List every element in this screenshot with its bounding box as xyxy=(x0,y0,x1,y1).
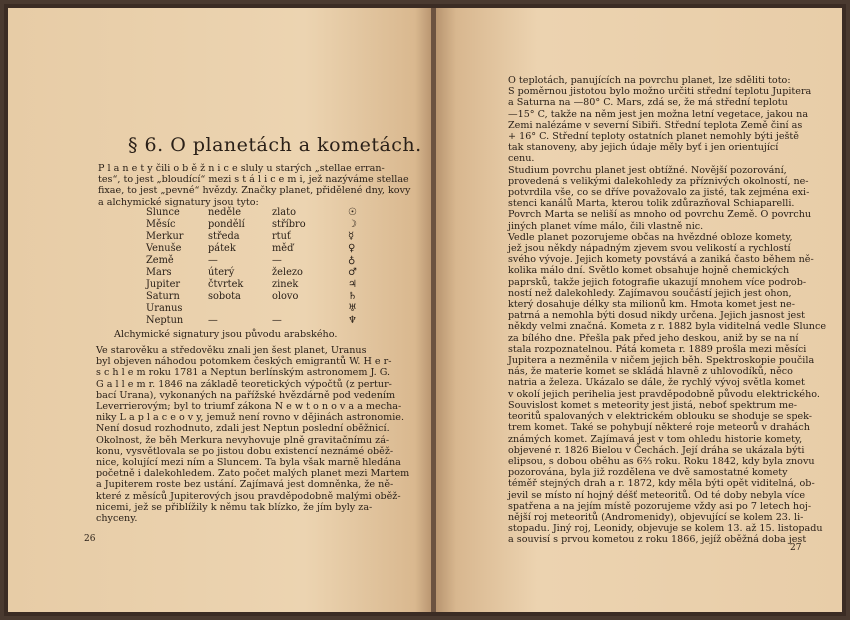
intro-paragraph xyxy=(98,163,411,208)
planet-metal: železo xyxy=(272,267,303,278)
neptune-symbol-icon: ♆ xyxy=(348,315,357,326)
body-line: G a l l e m r. 1846 na základě teoretických výpočtů (z pertur- xyxy=(96,378,392,390)
signature-row xyxy=(146,267,376,279)
earth-symbol-icon: ♁ xyxy=(348,255,356,266)
body-line: kolika málo dní. Světlo komet obsahuje hojně chemických xyxy=(508,265,790,277)
body-line: nice, kolující mezi ním a Sluncem. Ta byla však marně hledána xyxy=(96,457,401,469)
body-line: byl objeven náhodou potomkem českých emigrantů W. H e r- xyxy=(96,356,392,368)
body-line: který dosahuje délky sta milionů km. Hmota komet jest ne- xyxy=(508,299,795,311)
body-line: potvrdila vše, co se dříve považovalo za jisté, tak zejména exi- xyxy=(508,187,810,199)
body-line: nější roj meteoritů (Andromenidy), objevující se kolem 23. li- xyxy=(508,511,804,523)
body-paragraph-left xyxy=(96,345,410,525)
body-line: Leverrierovým; byl to triumf zákona N e w t o n o v a a mecha- xyxy=(96,401,402,413)
page-number-right: 27 xyxy=(790,543,802,553)
body-line: Souvislost komet s meteority jest jistá, neboť spektrum me- xyxy=(508,399,798,411)
mars-symbol-icon: ♂ xyxy=(348,267,357,278)
body-line: a Jupiterem roste bez ustání. Zajímavá jest domněnka, že ně- xyxy=(96,479,394,491)
planet-day: — xyxy=(208,255,218,266)
body-line: za bílého dne. Přešla pak před jeho deskou, aniž by se na ní xyxy=(508,332,799,344)
signature-row xyxy=(146,231,376,243)
body-line: objevené r. 1826 Bielou v Čechách. Její dráha se ukázala býti xyxy=(508,444,805,456)
body-line: Studium povrchu planet jest obtížné. Novější pozorování, xyxy=(508,164,787,176)
body-line: Ve starověku a středověku znali jen šest planet, Uranus xyxy=(96,345,367,356)
page-number-left: 26 xyxy=(84,534,96,544)
planet-day: pátek xyxy=(208,243,236,254)
signature-row xyxy=(146,243,376,255)
body-line: S poměrnou jistotou bylo možno určiti střední teplotu Jupitera xyxy=(508,86,812,98)
body-line: Není dosud rozhodnuto, zdali jest Neptun poslední oběžnicí. xyxy=(96,423,390,435)
body-line: —15° C, takže na něm jest jen možna letní vegetace, jakou na xyxy=(508,108,809,120)
signature-note xyxy=(114,329,337,340)
body-line: paprsků, takže jejich fotografie ukazují mnohem více podrob- xyxy=(508,276,807,288)
planet-day: — xyxy=(208,315,218,326)
intro-line: tes“, to jest „bloudící“ mezi s t á l i c e m i, jež nazýváme stellae xyxy=(98,174,409,186)
body-line: provedená s velikými dalekohledy za příznivých okolností, ne- xyxy=(508,175,809,187)
signature-row xyxy=(146,279,376,291)
body-line: spatřena a na jejím místě pozorujeme vždy asi po 7 letech hoj- xyxy=(508,500,812,512)
body-line: Zemi nalézáme v severní Sibiři. Střední teplota Země činí as xyxy=(508,119,803,131)
planet-name: Venuše xyxy=(146,243,182,254)
body-line: a Saturna na —80° C. Mars, zdá se, že má střední teplotu xyxy=(508,97,788,109)
body-line: chyceny. xyxy=(96,513,138,525)
body-line: Okolnost, že běh Merkura nevyhovuje plně gravitačnímu zá- xyxy=(96,434,390,446)
body-line: stopadu. Jiný roj, Leonidy, objevuje se kolem 13. až 15. listopadu xyxy=(508,523,823,535)
body-line: známých komet. Zajímavá jest v tom ohledu historie komety, xyxy=(508,433,803,445)
body-line: které z měsíců Jupiterových jsou pravděpodobně malými oběž- xyxy=(96,490,401,502)
body-line: Vedle planet pozorujeme občas na hvězdné obloze komety, xyxy=(508,231,793,243)
body-line: konu, vysvětlovala se po jistou dobu existencí neznámé oběž- xyxy=(96,445,394,457)
note-line: Alchymické signatury jsou původu arabského. xyxy=(114,329,338,340)
body-line: a souvisí s prvou kometou z roku 1866, jejíž oběžná doba jest xyxy=(508,534,807,546)
planet-day: neděle xyxy=(208,207,242,218)
body-line: pozorována, byla již rozdělena ve dvě samostatné komety xyxy=(508,467,788,479)
body-paragraph-right xyxy=(508,75,826,546)
body-line: cenu. xyxy=(508,153,535,165)
body-line: jiných planet víme málo, čili vlastně nic. xyxy=(508,220,704,232)
body-line: nicemi, jež se přiblížily k němu tak blízko, že jím byly za- xyxy=(96,501,373,513)
body-line: elipsou, s dobou oběhu as 6⅔ roku. Roku 1842, kdy byla znovu xyxy=(508,455,815,467)
signature-row xyxy=(146,291,376,303)
planet-name: Měsíc xyxy=(146,219,176,230)
planet-metal: stříbro xyxy=(272,219,306,230)
body-line: trem komet. Také se pohybují některé roje meteorů v drahách xyxy=(508,422,810,434)
body-line: patrná a nemohla býti dosud nikdy určena. Jejich jasnost jest xyxy=(508,310,805,322)
body-line: ností než dalekohledy. Zajímavou součástí jejich jest ohon, xyxy=(508,287,792,299)
body-line: bací Urana), vykonaných na pařížské hvězdárně pod vedením xyxy=(96,389,396,401)
planet-metal: — xyxy=(272,255,282,266)
section-heading: § 6. O planetách a kometách. xyxy=(128,134,422,156)
body-line: nás, že materie komet se skládá hlavně z uhlovodíků, něco xyxy=(508,366,793,378)
signature-row xyxy=(146,219,376,231)
body-line: jevil se místo ní hojný déšť meteoritů. Od té doby nebyla více xyxy=(508,489,806,501)
planet-metal: — xyxy=(272,315,282,326)
body-line: stenci kanálů Marta, kterou tolik zdůrazňoval Schiaparelli. xyxy=(508,198,795,210)
planet-name: Mars xyxy=(146,267,172,278)
planet-day: čtvrtek xyxy=(208,279,244,290)
mercury-symbol-icon: ☿ xyxy=(348,231,355,242)
body-line: početně i dalekohledem. Zato počet malých planet mezi Martem xyxy=(96,468,410,480)
body-line: niky L a p l a c e o v y, jemuž není rovno v dějinách astronomie. xyxy=(96,412,404,424)
body-line: tak stanoveny, aby jejich údaje měly byť i jen orientující xyxy=(508,142,779,154)
signature-row xyxy=(146,303,376,315)
venus-symbol-icon: ♀ xyxy=(348,243,356,254)
body-line: natria a železa. Ukázalo se dále, že rychlý vývoj světla komet xyxy=(508,377,805,389)
body-line: teoritů spalovaných v elektrickém oblouku se shoduje se spek- xyxy=(508,411,813,423)
body-line: někdy velmi značná. Kometa z r. 1882 byla viditelná vedle Slunce xyxy=(508,321,826,333)
planet-name: Jupiter xyxy=(146,279,181,290)
body-line: O teplotách, panujících na povrchu planet, lze sděliti toto: xyxy=(508,75,791,86)
planet-name: Neptun xyxy=(146,315,184,326)
uranus-symbol-icon: ♅ xyxy=(348,303,357,314)
planet-name: Uranus xyxy=(146,303,183,314)
saturn-symbol-icon: ♄ xyxy=(348,291,357,302)
planet-metal: olovo xyxy=(272,291,299,302)
planet-day: pondělí xyxy=(208,219,245,230)
planet-metal: zinek xyxy=(272,279,299,290)
planet-name: Saturn xyxy=(146,291,180,302)
signature-row xyxy=(146,255,376,267)
open-book xyxy=(4,4,846,616)
body-line: téměř stejných drah a r. 1872, kdy měla býti opět viditelná, ob- xyxy=(508,478,815,490)
planet-day: středa xyxy=(208,231,240,242)
intro-line: fixae, to jest „pevné“ hvězdy. Značky planet, přidělené dny, kovy xyxy=(98,185,411,197)
signature-row xyxy=(146,207,376,219)
planet-day: úterý xyxy=(208,267,235,278)
intro-line: P l a n e t y čili o b ě ž n i c e sluly u starých „stellae erran- xyxy=(98,163,385,174)
planet-day: sobota xyxy=(208,291,241,302)
body-line: Jupitera a nezměnila v ničem jejich běh. Spektroskopie poučila xyxy=(508,355,815,367)
sun-symbol-icon: ☉ xyxy=(348,207,357,218)
planet-name: Slunce xyxy=(146,207,180,218)
jupiter-symbol-icon: ♃ xyxy=(348,279,357,290)
planet-name: Merkur xyxy=(146,231,184,242)
planet-name: Země xyxy=(146,255,174,266)
intro-line: a alchymické signatury jsou tyto: xyxy=(98,196,259,208)
body-line: stala rozpoznatelnou. Pátá kometa r. 1889 prošla mezi měsíci xyxy=(508,343,807,355)
planet-metal: zlato xyxy=(272,207,296,218)
body-line: svého vývoje. Jejich komety povstává a zaniká často během ně- xyxy=(508,254,814,266)
moon-symbol-icon: ☽ xyxy=(348,219,357,230)
right-page xyxy=(436,8,842,612)
body-line: s c h l e m roku 1781 a Neptun berlínským astronomem J. G. xyxy=(96,367,391,379)
body-line: + 16° C. Střední teploty ostatních planet nemohly býti ještě xyxy=(508,131,799,143)
planet-metal: rtuť xyxy=(272,231,291,242)
left-page xyxy=(8,8,432,612)
body-line: v okolí jejich perihelia jest pravděpodobně původu elektrického. xyxy=(508,388,820,400)
signature-row xyxy=(146,315,376,327)
planet-metal: měď xyxy=(272,243,294,254)
body-line: jež jsou někdy nápadným zjevem svou velikostí a rychlostí xyxy=(508,243,791,255)
body-line: Povrch Marta se neliší as mnoho od povrchu Země. O povrchu xyxy=(508,209,812,221)
